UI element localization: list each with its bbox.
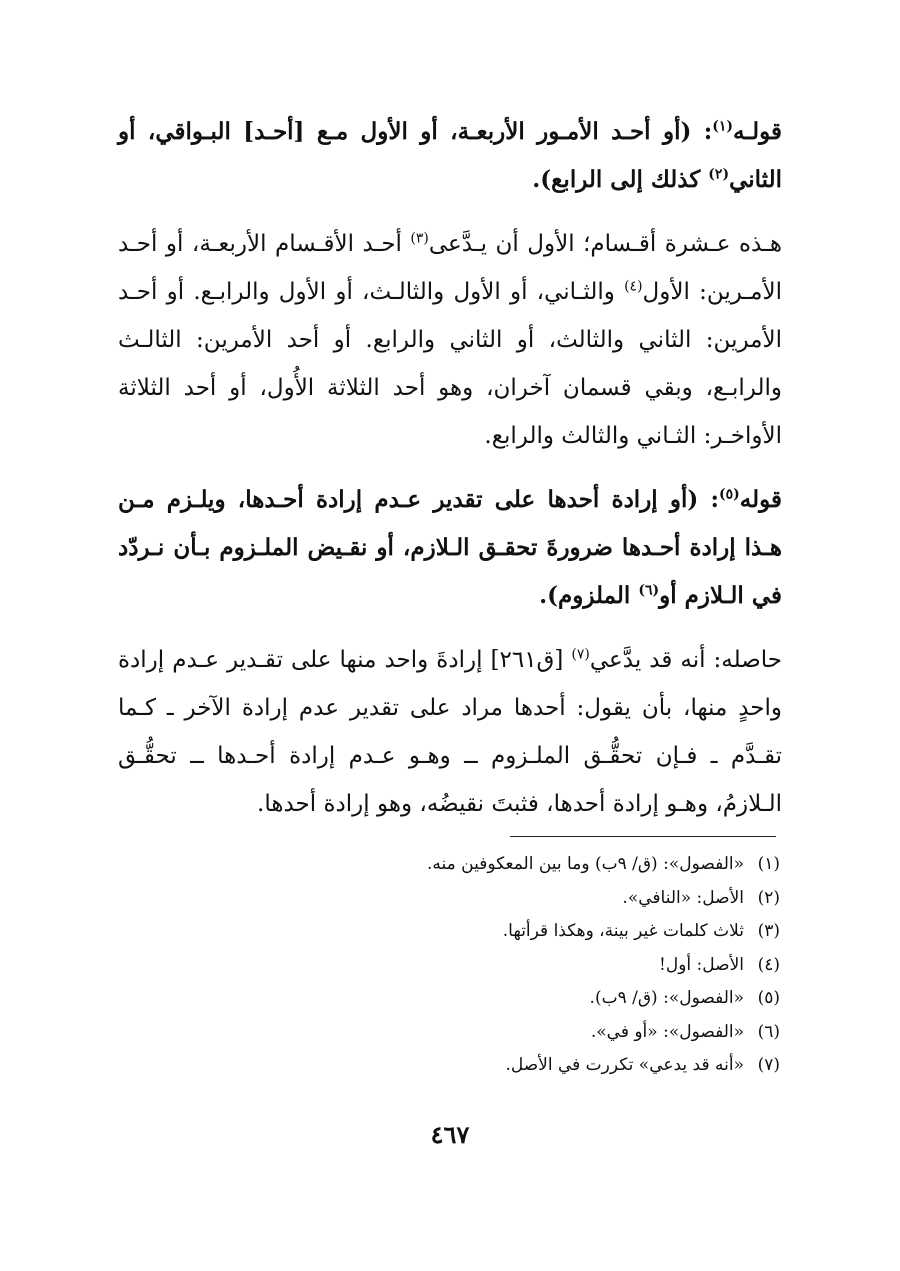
footnote-ref: (٦) (638, 582, 660, 599)
footnote-number: (٣) (757, 921, 780, 941)
footnote-text: «أنه قد يدعي» تكررت في الأصل. (505, 1055, 744, 1075)
page-number: ٤٦٧ (430, 1120, 470, 1149)
footnote-item (120, 882, 780, 916)
paragraph-text: [ق٢٦١] إرادةَ واحد منها على تقـدير عـدم إرادة واحدٍ منها، بأن يقول: أحدها مراد على تقدير عدم إرادة الآخر ـ كـما تقـدَّم ـ فـإن تحقُّـق الملـزوم ــ وهـو عـدم إرادة أحـدها ــ تحقُّـق الـلازمُ، وهـو إرادة أحدها، فثبتَ نقيضُه، وهو إرادة أحدها. (118, 647, 782, 817)
footnote-item (120, 982, 780, 1016)
footnote-ref: (٣) (410, 230, 429, 247)
footnote-ref: (٤) (624, 278, 643, 295)
footnote-ref: (١) (712, 118, 734, 135)
footnote-number: (٥) (757, 988, 780, 1008)
footnote-text: الأصل: «النافي». (622, 887, 744, 908)
footnote-text: «الفصول»: «أو في». (590, 1021, 744, 1042)
footnote-number: (٢) (757, 887, 780, 908)
footnote-item (120, 1016, 780, 1050)
footnote-number: (٦) (757, 1021, 780, 1042)
paragraph-3 (118, 476, 782, 620)
paragraph-text: أحـد الأقـسام الأربعـة، أو أحـد الأمـرين: الأول (118, 231, 782, 305)
paragraph-lead: حاصله: أنه قد يدَّعي (589, 647, 782, 673)
paragraph-2 (118, 220, 782, 460)
footnote-number: (٤) (757, 954, 780, 975)
footnote-separator (510, 836, 776, 837)
footnote-item (120, 949, 780, 983)
paragraph-text: كذلك إلى الرابع). (532, 166, 709, 193)
footnote-number: (١) (757, 854, 780, 874)
paragraph-4 (118, 636, 782, 828)
footnote-text: «الفصول»: (ق/ ٩ب) وما بين المعكوفين منه. (426, 854, 744, 874)
paragraph-lead: قوله (739, 486, 782, 513)
footnote-number: (٧) (757, 1055, 780, 1075)
footnote-text: «الفصول»: (ق/ ٩ب). (589, 988, 744, 1008)
footnote-ref: (٥) (719, 486, 740, 503)
footnote-item (120, 1049, 780, 1083)
paragraph-lead: قولـه (733, 118, 782, 145)
footnote-ref: (٧) (571, 646, 590, 663)
footnote-item (120, 915, 780, 949)
footnotes-list (120, 848, 780, 1083)
footnote-item (120, 848, 780, 882)
main-text (118, 108, 782, 844)
footnote-text: الأصل: أول! (659, 954, 744, 975)
paragraph-lead: هـذه عـشرة أقـسام؛ الأول أن يـدَّعى (428, 231, 782, 257)
paragraph-text: : (أو إرادة أحدها على تقدير عـدم إرادة أحـدها، ويلـزم مـن هـذا إرادة أحـدها ضرورةَ تحقـق الـلازم، أو نقـيض الملـزوم بـأن نـردّد في الـلازم أو (118, 486, 782, 609)
paragraph-1 (118, 108, 782, 204)
footnote-ref: (٢) (708, 166, 730, 183)
paragraph-text: الملزوم). (539, 582, 639, 609)
footnote-text: ثلاث كلمات غير بينة، وهكذا قرأتها. (502, 921, 744, 941)
paragraph-text: والثـاني، أو الأول والثالـث، أو الأول والرابـع. أو أحـد الأمرين: الثاني والثالث، أو الثاني والرابع. أو أحد الأمرين: الثالـث والرابـع، وبقي قسمان آخران، وهو أحد الثلاثة الأُول، أو أحد الثلاثة الأواخـر: الثـاني والثالث والرابع. (118, 279, 782, 449)
paragraph-text: : (أو أحـد الأمـور الأربعـة، أو الأول مـع [أحـد] البـواقي، أو الثاني (118, 118, 782, 193)
